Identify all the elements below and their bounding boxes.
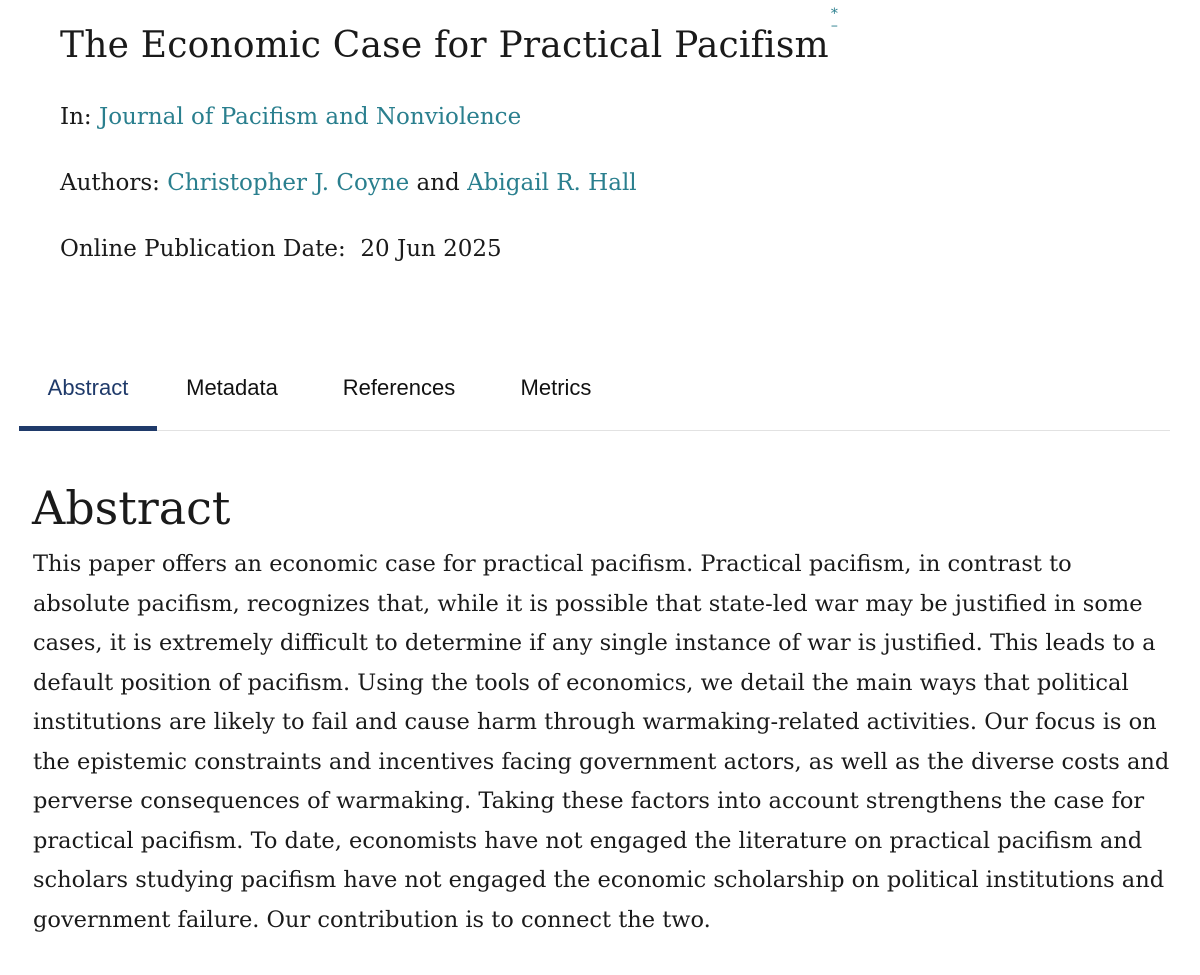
tab-abstract[interactable]: Abstract bbox=[19, 352, 157, 431]
author-link-coyne[interactable]: Christopher J. Coyne bbox=[167, 170, 410, 196]
title-footnote-link[interactable] bbox=[831, 8, 838, 32]
abstract-heading: Abstract bbox=[32, 481, 231, 535]
publication-date-row bbox=[60, 236, 502, 262]
journal-prefix: In: bbox=[60, 104, 92, 130]
pub-date-label: Online Publication Date: bbox=[60, 236, 346, 262]
tab-references[interactable]: References bbox=[342, 375, 456, 400]
article-header bbox=[60, 6, 1160, 262]
article-title-text: The Economic Case for Practical Pacifism bbox=[60, 25, 829, 66]
article-tabs bbox=[19, 352, 1170, 431]
pub-date-value: 20 Jun 2025 bbox=[360, 236, 502, 262]
tab-metadata[interactable]: Metadata bbox=[186, 375, 278, 400]
footnote-mark: * bbox=[830, 6, 839, 22]
authors-row bbox=[60, 170, 637, 196]
author-link-hall[interactable]: Abigail R. Hall bbox=[467, 170, 637, 196]
authors-label: Authors: bbox=[60, 170, 160, 196]
article-title bbox=[60, 6, 1160, 74]
footnote-underline: – bbox=[830, 18, 839, 34]
author-connector: and bbox=[416, 170, 460, 196]
journal-link[interactable]: Journal of Pacifism and Nonviolence bbox=[98, 104, 522, 130]
tab-metrics[interactable]: Metrics bbox=[520, 375, 592, 400]
abstract-text: This paper offers an economic case for practical pacifism. Practical pacifism, in contrast to absolute pacifism, recognizes that, while it is possible that state-led war may be justified in some cases, it is extremely difficult to determine if any single instance of war is justified. This leads to a default position of pacifism. Using the tools of economics, we detail the main ways that political institutions are likely to fail and cause harm through warmaking-related activities. Our focus is on the epistemic constraints and incentives facing government actors, as well as the diverse costs and perverse consequences of warmaking. Taking these factors into account strengthens the case for practical pacifism. To date, economists have not engaged the literature on practical pacifism and scholars studying pacifism have not engaged the economic scholarship on political institutions and government failure. Our contribution is to connect the two. bbox=[33, 551, 1170, 933]
journal-row bbox=[60, 104, 521, 130]
